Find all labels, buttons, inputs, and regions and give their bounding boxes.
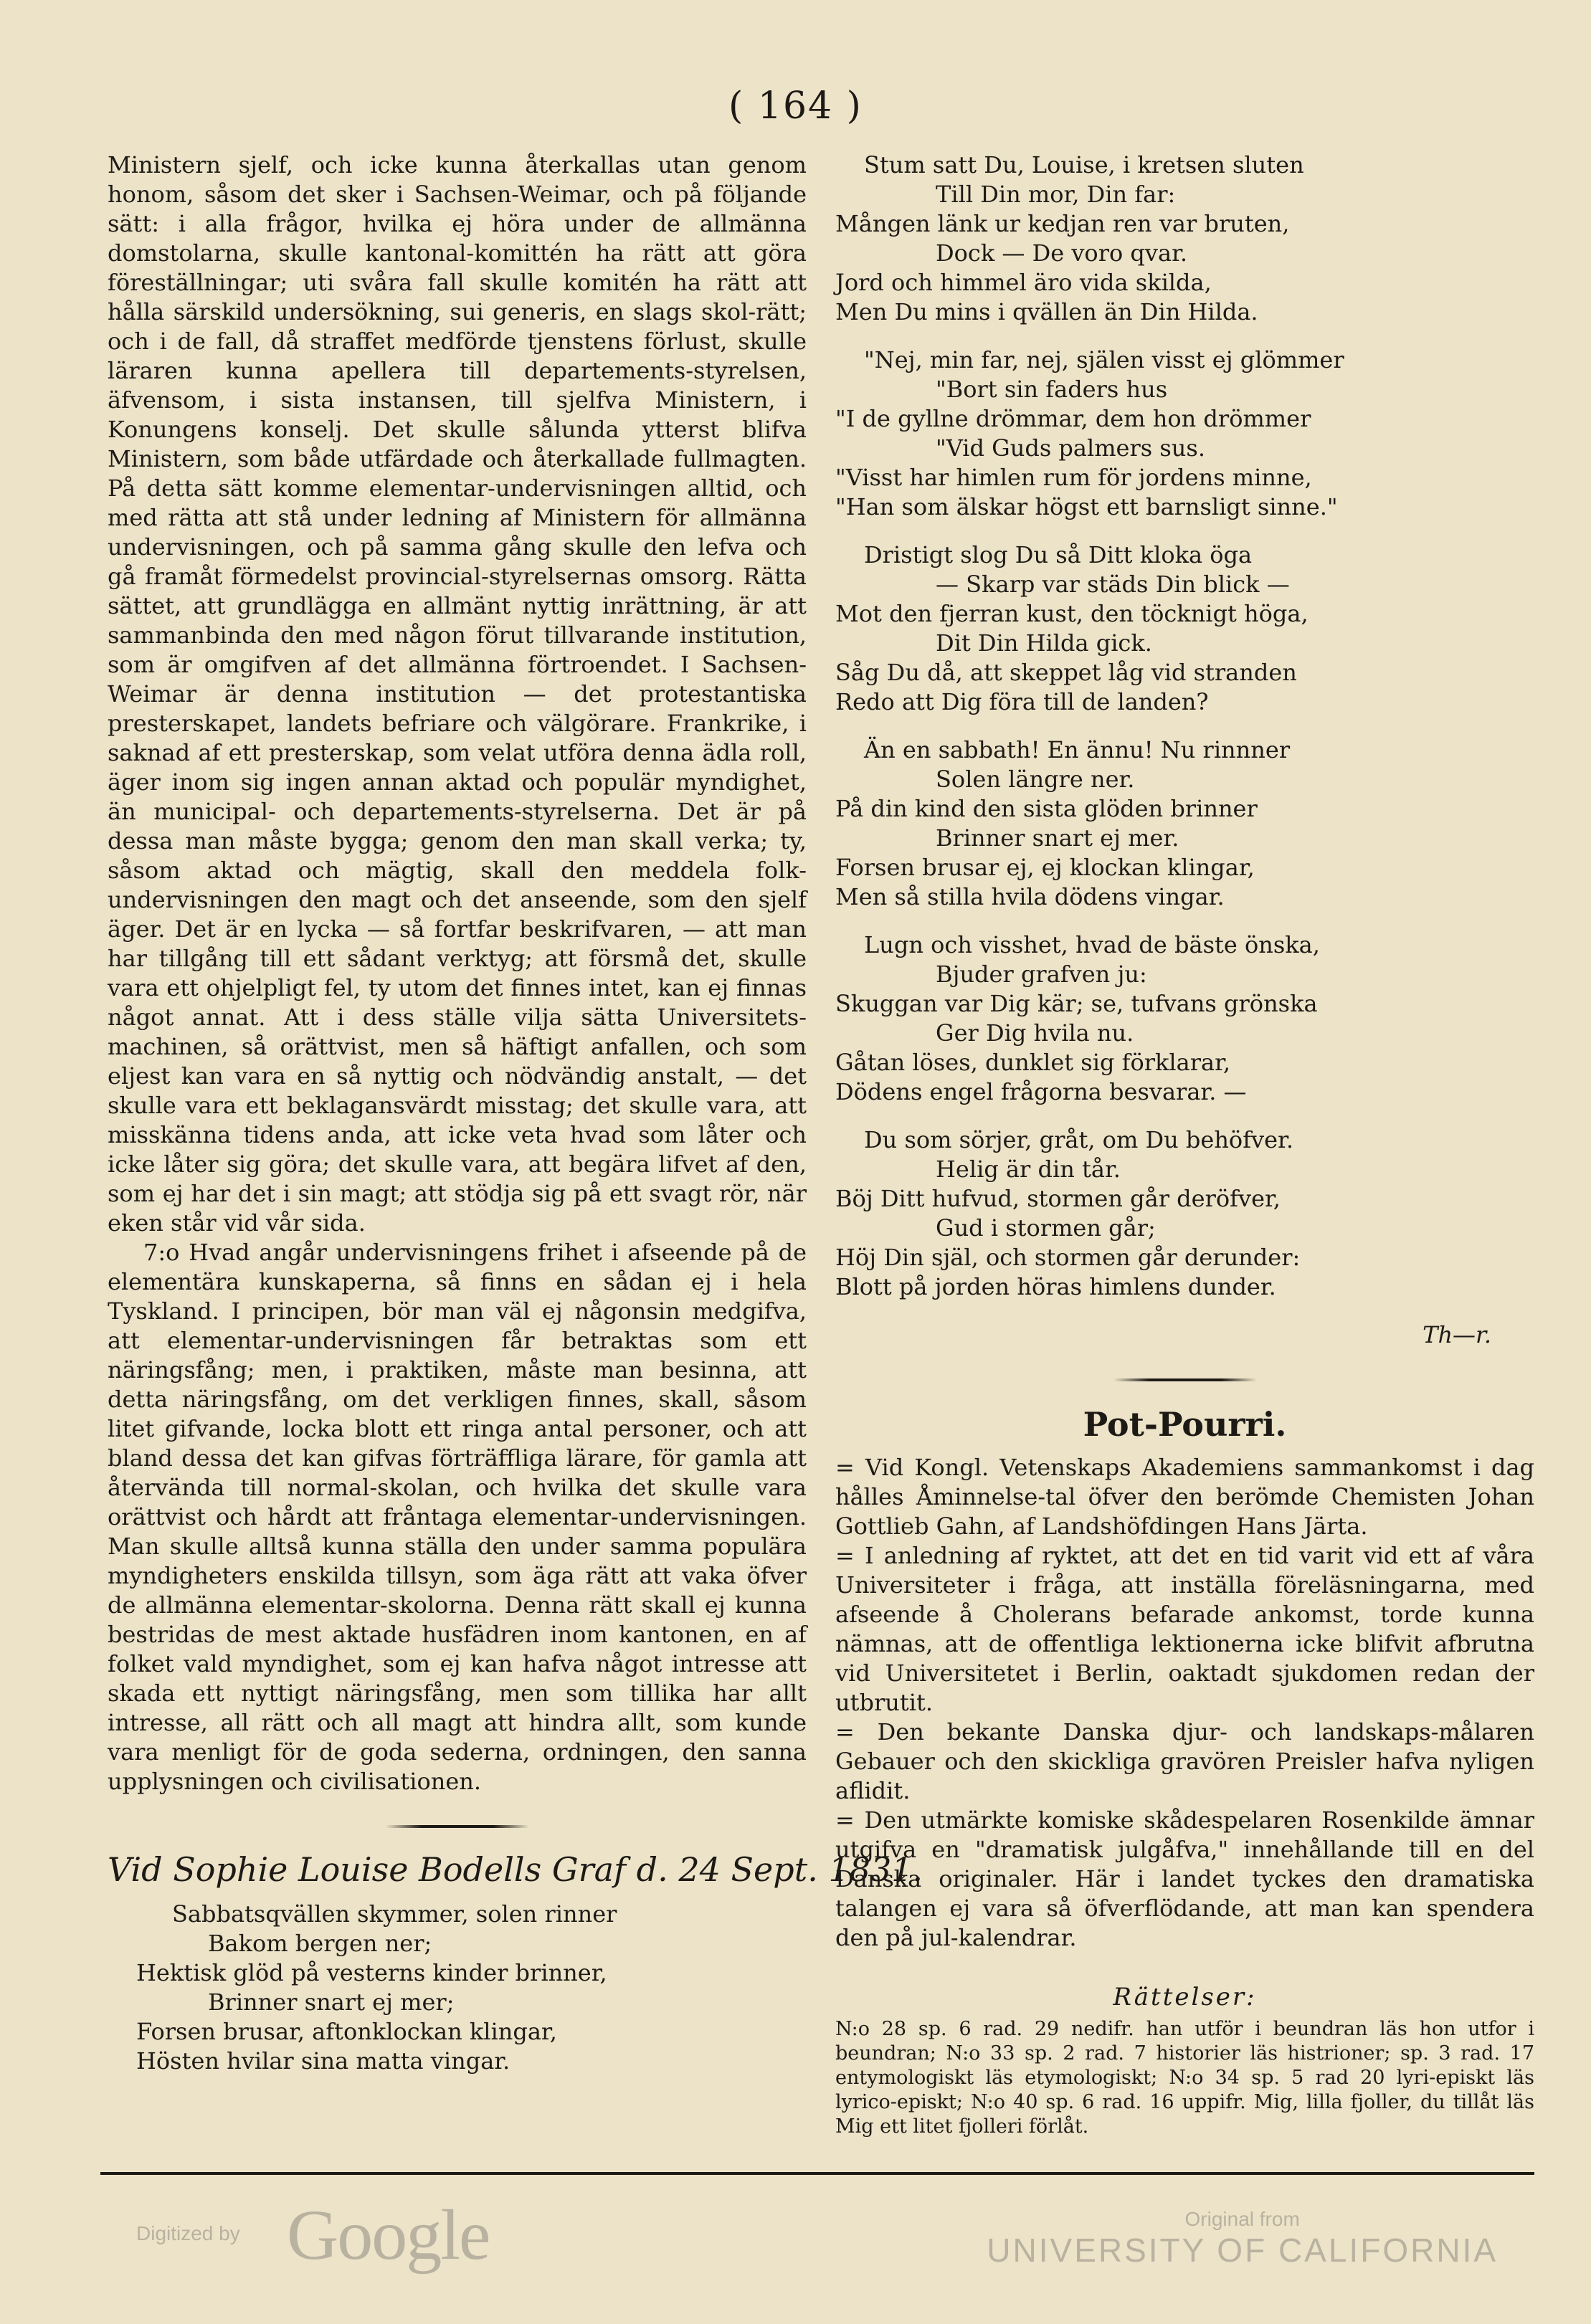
paragraph: Ministern sjelf, och icke kunna återkallas utan genom honom, såsom det sker i Sachsen-Weimar, och på följande sätt: i alla frågor, hvilka ej höra under de allmänna domstolarna, skulle kantonal-komittén ha rätt att göra föreställningar; uti svåra fall skulle komitén ha rätt att hålla särskild undersökning, sui generis, en slags skol-rätt; och i de fall, då straffet medförde tjenstens förlust, skulle läraren kunna apellera till departements-styrelsen, äfvensom, i sista instansen, till sjelfva Ministern, i Konungens konselj. Det skulle sålunda ytterst blifva Ministern, som både utfärdade och återkallade fullmagten. På detta sätt komme elementar-undervisningen alltid, och med rätta att stå under ledning af Ministern för allmänna undervisningen, och på samma gång skulle den lefva och gå framåt förmedelst provincial-styrelsernas omsorg. Rätta sättet, att grundlägga en allmänt nyttig inrättning, är att sammanbinda den med någon förut tillvarande institution, som är omgifven af det allmänna förtroendet. I Sachsen-Weimar är denna institution — det protestantiska presterskapet, landets befriare och välgörare. Frankrike, i saknad af ett presterskap, som velat utföra denna ädla roll, äger inom sig ingen annan aktad och populär myndighet, än municipal- och departements-styrelserna. Det är på dessa man måste bygga; genom den man skall verka; ty, såsom aktad och mägtig, skall den meddela folk-undervisningen den magt och det anseende, som den sjelf äger. Det är en lycka — så fortfar beskrifvaren, — att man har tillgång till ett sådant verktyg; att försmå det, skulle vara ett ohjelpligt fel, ty utom det finnes intet, kan ej finnas något annat. Att i dess ställe vilja sätta Universitets-machinen, så orättvist, men så häftigt anfallen, och som eljest kan vara en så nyttig och nödvändig anstalt, — det skulle vara ett beklagansvärdt misstag; det skulle vara, att misskänna tidens anda, att icke veta hvad som låter och icke låter sig göra; det skulle vara, att begära lifvet af den, som ej har det i sin magt; att stödja sig på ett svagt rör, när eken står vid vår sida. (108, 151, 807, 1237)
poem-line: Gud i stormen går; (936, 1214, 1156, 1242)
university-label: UNIVERSITY OF CALIFORNIA (987, 2232, 1498, 2269)
news-item: = Den bekante Danska djur- och landskaps-målaren Gebauer och den skickliga gravören Preisler hafva nyligen aflidit. (835, 1718, 1534, 1804)
poem-line: Mot den fjerran kust, den töcknigt höga, (835, 600, 1309, 627)
poem-line: På din kind den sista glöden brinner (835, 795, 1258, 822)
poem-line: "Vid Guds palmers sus. (936, 434, 1205, 462)
poem-line: "Visst har himlen rum för jordens minne, (835, 464, 1312, 491)
poem-line: Helig är din tår. (936, 1156, 1121, 1183)
poem-line: Solen längre ner. (936, 766, 1135, 793)
poem-line: Bakom bergen ner; (208, 1930, 432, 1957)
potpourri-items (835, 1453, 1534, 1953)
poem-line: Höj Din själ, och stormen går derunder: (835, 1244, 1301, 1271)
poem-stanza (835, 540, 1534, 717)
left-column (108, 151, 923, 2095)
errata-text: N:o 28 sp. 6 rad. 29 nedifr. han utför i beundran läs hon utfor i beundran; N:o 33 sp. 2 rad. 7 historier läs histrioner; sp. 3 rad. 17 entymologiskt läs etymologiskt; N:o 34 sp. 5 rad 20 lyri-episkt läs lyrico-episkt; N:o 40 sp. 6 rad. 16 uppifr. Mig, lilla fjoller, du tillåt läs Mig ett litet fjolleri förlåt. (835, 2018, 1534, 2138)
poem-line: Hösten hvilar sina matta vingar. (136, 2047, 510, 2075)
original-from-watermark (987, 2208, 1498, 2270)
original-from-label: Original from (1184, 2208, 1300, 2230)
poem-line: Böj Ditt hufvud, stormen går deröfver, (835, 1185, 1281, 1212)
poem-line: Såg Du då, att skeppet låg vid stranden (835, 659, 1297, 686)
poem-line: Brinner snart ej mer. (936, 824, 1179, 852)
poem-line: Stum satt Du, Louise, i kretsen sluten (864, 151, 1304, 178)
poem-line: "I de gyllne drömmar, dem hon drömmer (835, 405, 1311, 432)
poem-line: Forsen brusar, aftonklockan klingar, (136, 2018, 557, 2045)
poem-continuation (835, 151, 1534, 1302)
poem-line: Forsen brusar ej, ej klockan klingar, (835, 854, 1255, 881)
poem-line: "Bort sin faders hus (936, 376, 1168, 403)
poem-line: Gåtan löses, dunklet sig förklarar, (835, 1049, 1231, 1076)
poem-line: Dristigt slog Du så Ditt kloka öga (864, 541, 1253, 568)
bottom-rule (100, 2172, 1534, 2175)
poem-line: Dödens engel frågorna besvarar. — (835, 1078, 1247, 1105)
poem-signature: Th—r. (1423, 1321, 1491, 1348)
errata-title: Rättelser: (1113, 1983, 1257, 2011)
digitized-by-label: Digitized by (136, 2222, 240, 2244)
poem-line: Dit Din Hilda gick. (936, 629, 1152, 657)
poem-line: Ger Dig hvila nu. (936, 1019, 1134, 1047)
paragraph: 7:o Hvad angår undervisningens frihet i afseende på de elementära kunskaperna, så finns en sådan ej i hela Tyskland. I principen, bör man väl ej någonsin medgifva, att elementar-undervisningen får betraktas som ett näringsfång; men, i praktiken, måste man besinna, att detta näringsfång, om det verkligen finnes, skall, såsom litet gifvande, locka blott ett ringa antal personer, och att bland dessa det kan gifvas förträffliga lärare, för gamla att återvända till normal-skolan, och hvilka det skulle vara orättvist och hårdt att fråntaga elementar-undervisningen. Man skulle alltså kunna ställa den under samma populära myndigheters enskilda tillsyn, som äga rätt att vaka öfver de allmänna elementar-skolorna. Denna rätt skall ej kunna bestridas de mest aktade husfädren inom kantonen, en af folket vald myndighet, som ej kan hafva något intresse att skada ett nyttigt näringsfång, men som tillika har allt intresse, all rätt och all magt att hindra allt, som kunde vara menligt för de goda sederna, ordningen, den sanna upplysningen och civilisationen. (108, 1239, 807, 1795)
poem-line: Skuggan var Dig kär; se, tufvans grönska (835, 990, 1318, 1017)
news-item: = Den utmärkte komiske skådespelaren Rosenkilde ämnar utgifva en "dramatisk julgåfva," innehållande till en del Danska originaler. Här i landet tyckes den dramatiska talangen ej vara så öfverflödande, att man kan spendera den på jul-kalendrar. (835, 1806, 1534, 1951)
poem-stanza (108, 1900, 807, 2076)
poem-line: Men så stilla hvila dödens vingar. (835, 883, 1225, 910)
poem-line: Sabbatsqvällen skymmer, solen rinner (172, 1900, 617, 1928)
poem-line: Du som sörjer, gråt, om Du behöfver. (864, 1126, 1293, 1153)
poem-line: Redo att Dig föra till de landen? (835, 688, 1209, 715)
section-divider (1113, 1378, 1257, 1381)
left-prose (108, 151, 807, 1796)
poem-line: — Skarp var städs Din blick — (936, 571, 1290, 598)
poem-line: Lugn och visshet, hvad de bäste önska, (864, 931, 1320, 958)
poem-line: Mången länk ur kedjan ren var bruten, (835, 210, 1290, 237)
page-number: ( 164 ) (728, 85, 863, 128)
poem-stanza (835, 735, 1534, 912)
poem-line: Blott på jorden höras himlens dunder. (835, 1273, 1276, 1300)
poem-line: Hektisk glöd på vesterns kinder brinner, (136, 1959, 607, 1986)
google-logo: Google (287, 2195, 490, 2275)
poem-line: Jord och himmel äro vida skilda, (835, 269, 1212, 296)
poem-line: Dock — De voro qvar. (936, 239, 1188, 267)
poem-stanza (835, 1125, 1534, 1302)
right-column (835, 151, 1534, 2139)
poem-stanza (835, 930, 1534, 1107)
poem-line: "Han som älskar högst ett barnsligt sinne." (835, 493, 1338, 520)
poem-line: "Nej, min far, nej, själen visst ej glömmer (864, 346, 1344, 373)
poem-line: Till Din mor, Din far: (936, 181, 1176, 208)
poem-line: Bjuder grafven ju: (936, 961, 1147, 988)
poem-line: Brinner snart ej mer; (208, 1989, 455, 2016)
poem-line: Men Du mins i qvällen än Din Hilda. (835, 298, 1258, 325)
section-divider (386, 1825, 529, 1828)
poem-stanza (835, 151, 1534, 327)
potpourri-title: Pot-Pourri. (1083, 1405, 1287, 1444)
poem-title: Vid Sophie Louise Bodells Graf d. 24 Sept. 1831. (108, 1850, 923, 1889)
news-item: = Vid Kongl. Vetenskaps Akademiens sammankomst i dag hålles Åminnelse-tal öfver den berömde Chemisten Johan Gottlieb Gahn, af Landshöfdingen Hans Järta. (835, 1454, 1534, 1540)
poem-line: Än en sabbath! En ännu! Nu rinnner (864, 736, 1291, 763)
news-item: = I anledning af ryktet, att det en tid varit vid ett af våra Universiteter i fråga, att inställa föreläsningarna, med afseende å Cholerans befarade ankomst, torde kunna nämnas, att de offentliga lektionerna icke blifvit afbrutna vid Universitetet i Berlin, oaktadt sjukdomen redan der utbrutit. (835, 1542, 1534, 1716)
poem-stanza (835, 346, 1534, 522)
